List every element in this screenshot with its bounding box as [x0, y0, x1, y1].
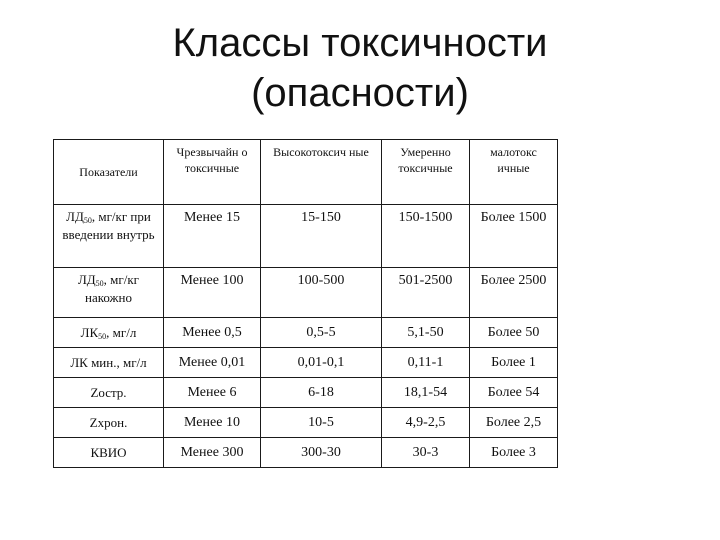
value-cell: Более 3	[470, 438, 558, 468]
indicator-cell: Zостр.	[54, 378, 164, 408]
table-row	[54, 438, 558, 468]
toxicity-classes-table	[53, 139, 558, 468]
value-cell: 0,5-5	[261, 318, 382, 348]
value-cell: 300-30	[261, 438, 382, 468]
value-cell: Менее 6	[164, 378, 261, 408]
header-extremely-toxic: Чрезвычайн о токсичные	[164, 140, 261, 205]
value-cell: Менее 10	[164, 408, 261, 438]
value-cell: Менее 15	[164, 205, 261, 268]
page-title	[0, 18, 720, 118]
value-cell: Менее 0,5	[164, 318, 261, 348]
value-cell: 15-150	[261, 205, 382, 268]
indicator-cell: ЛК мин., мг/л	[54, 348, 164, 378]
value-cell: Менее 300	[164, 438, 261, 468]
table-row	[54, 378, 558, 408]
header-highly-toxic: Высокотоксич ные	[261, 140, 382, 205]
title-line-1: Классы токсичности	[172, 21, 548, 65]
value-cell: 5,1-50	[382, 318, 470, 348]
value-cell: 501-2500	[382, 268, 470, 318]
indicator-cell: $ЛД_{50}$, мг/кг при введении внутрь	[54, 205, 164, 268]
value-cell: Более 1	[470, 348, 558, 378]
value-cell: Более 2500	[470, 268, 558, 318]
header-moderately-toxic: Умеренно токсичные	[382, 140, 470, 205]
value-cell: Более 50	[470, 318, 558, 348]
value-cell: Менее 100	[164, 268, 261, 318]
header-indicators: Показатели	[54, 140, 164, 205]
indicator-cell: Zхрон.	[54, 408, 164, 438]
indicator-cell: КВИО	[54, 438, 164, 468]
table-row	[54, 348, 558, 378]
table-row	[54, 318, 558, 348]
value-cell: 30-3	[382, 438, 470, 468]
value-cell: Более 54	[470, 378, 558, 408]
table-row	[54, 205, 558, 268]
value-cell: Менее 0,01	[164, 348, 261, 378]
value-cell: 0,01-0,1	[261, 348, 382, 378]
table-row	[54, 408, 558, 438]
value-cell: 100-500	[261, 268, 382, 318]
value-cell: 150-1500	[382, 205, 470, 268]
table-row	[54, 268, 558, 318]
table-header-row	[54, 140, 558, 205]
value-cell: Более 2,5	[470, 408, 558, 438]
value-cell: 4,9-2,5	[382, 408, 470, 438]
value-cell: Более 1500	[470, 205, 558, 268]
indicator-cell: $ЛК_{50}$, мг/л	[54, 318, 164, 348]
value-cell: 0,11-1	[382, 348, 470, 378]
value-cell: 10-5	[261, 408, 382, 438]
header-low-toxic: малотокс ичные	[470, 140, 558, 205]
value-cell: 6-18	[261, 378, 382, 408]
title-line-2: (опасности)	[251, 71, 469, 115]
value-cell: 18,1-54	[382, 378, 470, 408]
indicator-cell: $ЛД_{50}$, мг/кг накожно	[54, 268, 164, 318]
